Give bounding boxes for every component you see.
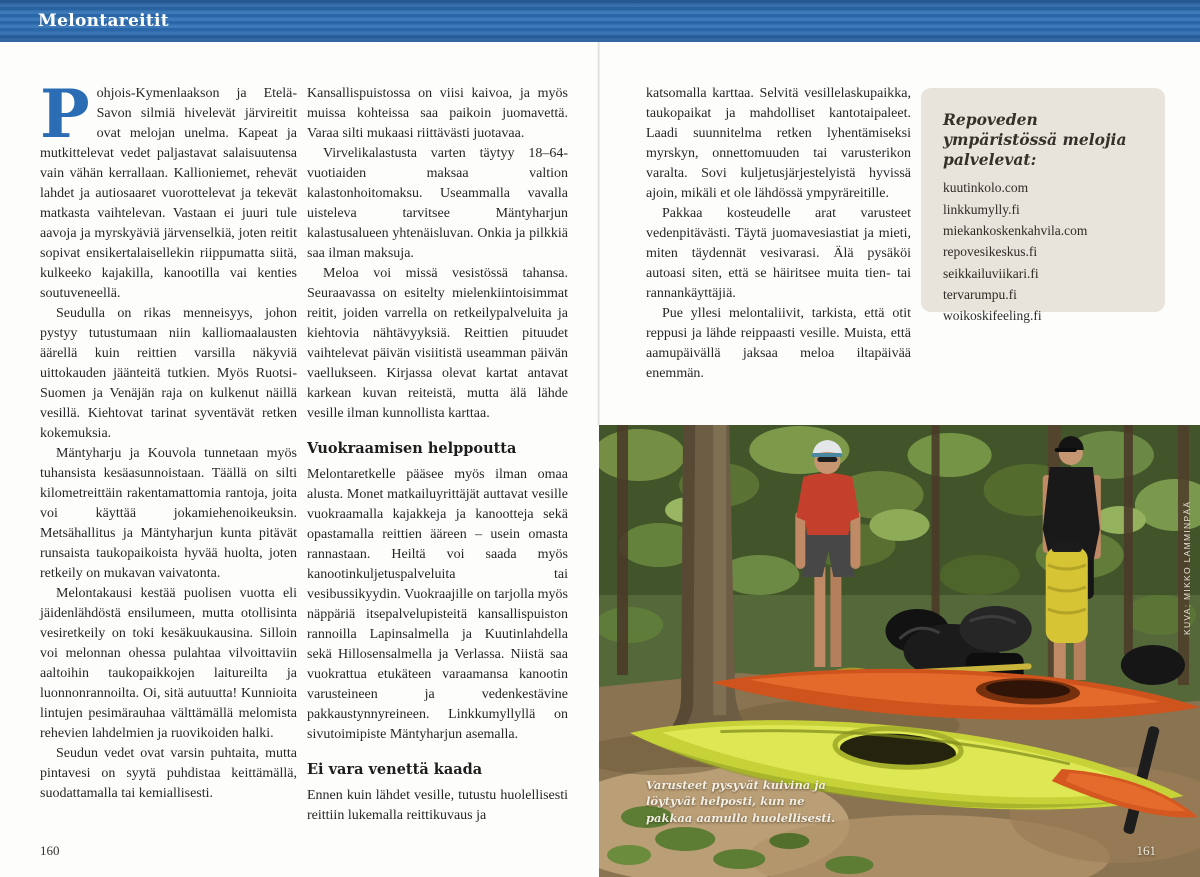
section-heading-preparation: Ei vara venettä kaada (307, 761, 483, 778)
left-page-column-2 (307, 84, 568, 826)
paragraph: Melontakausi kestää puolisen vuotta eli jäidenlähdöstä ensilumeen, mutta otollisinta vesiretkeily on toki kesäkuukausina. Silloin voi melonnan ohessa pulahtaa vilvoittaviin aaltoihin taukopaikkojen laitureilta ja luonnonrannoilta. Oi, sitä autuutta! Kunnioita lintujen pesimärauhaa välttämällä melomista rehevien lahdelmien ja ruovikoiden halki. (40, 586, 297, 741)
chapter-title: Melontareitit (38, 11, 169, 31)
paragraph-lead (40, 75, 297, 304)
paragraph: katsomalla karttaa. Selvitä vesillelaskupaikka, taukopaikat ja mahdolliset kantotaipaleet. Laadi suunnitelma retken lyhentämiseksi myrskyn, onnettomuuden tai varusterikon varalta. Sovi kuljetusjärjestelyistä hyvissä ajoin, mikäli et ole lähdössä ympyräreitille. (646, 86, 911, 201)
service-link: seikkailuviikari.fi (943, 265, 1039, 281)
paragraph: Melontaretkelle pääsee myös ilman omaa alusta. Monet matkailuyrittäjät auttavat vesille vuokraamalla kajakkeja ja kanootteja sekä opastamalla reittien ääreen – usein omasta rannastaan. Heiltä voi saada myös kanootinkuljetuspalveluita tai vesibussikyydin. Vuokraajille on tarjolla myös näppäriä itsepalvelupisteitä kansallispuiston rannoilla Lapinsalmella ja Kuutinlahdella sekä Hillosensalmella ja Verlassa. Niistä saa vuokrattua etukäteen varaamansa kanootin varusteineen ja vedenkestävine pakkaustynnyreineen. Linkkumyllyllä on sivutoimipiste Mäntyharjun asemalla. (307, 467, 568, 742)
service-link: woikoskifeeling.fi (943, 308, 1042, 324)
paragraph: Meloa voi missä vesistössä tahansa. Seuraavassa on esitelty mielenkiintoisimmat reitit, joiden varrella on retkeilypalveluita ja kiehtovia nähtävyyksiä. Reittien pituudet vaihtelevat päivän visiitistä useamman päivän vaellukseen. Kirjassa olevat kartat antavat karkean kuvan reiteistä, mutta älä lähde vesille ilman kunnollista karttaa. (307, 266, 568, 421)
paragraph: Pakkaa kosteudelle arat varusteet vedenpitävästi. Täytä juomavesiastiat ja mieti, miten täydennät vesivarasi. Älä pysäköi autoasi siten, että se häiritsee muita tien- tai rannankäyttäjiä. (646, 206, 911, 301)
section-heading-rental: Vuokraamisen helppoutta (307, 440, 517, 457)
paragraph: Ennen kuin lähdet vesille, tutustu huolellisesti reittiin lukemalla reittikuvaus ja (307, 788, 568, 823)
chapter-header-bar (0, 0, 1200, 42)
page-gutter (597, 42, 600, 425)
photo-caption: Varusteet pysyvät kuivina ja löytyvät helposti, kun ne pakkaa aamulla huolellisesti. (646, 778, 836, 825)
paragraph: Kansallispuistossa on viisi kaivoa, ja myös muissa kohteissa saa paikoin juomavettä. Varaa silti mukaasi riittävästi juotavaa. (307, 86, 568, 141)
page-number-left: 160 (40, 843, 60, 858)
right-page-column (646, 84, 911, 384)
photo-credit: KUVA: MIKKO LAMMINPÄÄ (1182, 500, 1192, 635)
paragraph: Seudulla on rikas menneisyys, johon pystyy tutustumaan niin kalliomaalausten äärellä kuin reittien varsilla näkyviä uittokauden jäänteitä tutkien. Myös Ruotsi-Suomen ja Venäjän raja on kulkenut näillä vesillä. Kiehtovat tarinat syventävät retken kokemuksia. (40, 306, 297, 441)
service-link: kuutinkolo.com (943, 180, 1029, 196)
paragraph: Pue yllesi melontaliivit, tarkista, että otit reppusi ja lähde reippaasti vesille. Muista, että aamupäivällä jaksaa meloa iltapäivää enemmän. (646, 306, 911, 381)
info-box-heading: Repoveden ympäristössä melojia palvelevat: (943, 110, 1127, 169)
kayak-photo (599, 425, 1200, 877)
service-link: miekankoskenkahvila.com (943, 223, 1088, 239)
service-link: linkkumylly.fi (943, 201, 1020, 217)
service-info-box (921, 88, 1165, 324)
left-page-column-1 (40, 75, 297, 804)
drop-cap: P (40, 75, 90, 153)
page-number-right: 161 (1136, 843, 1156, 858)
service-link: tervarumpu.fi (943, 287, 1017, 303)
paragraph: Mäntyharju ja Kouvola tunnetaan myös tuhansista kesäasunnoistaan. Täällä on silti kilometreittäin rakentamattomia rantoja, joita voi käyttää jokamiehenoikeuksin. Metsähallitus ja Mäntyharjun kunta pitävät runsaista taukopaikoista hyvää huolta, joten retkeily on mukavan vaivatonta. (40, 446, 297, 581)
paragraph: Seudun vedet ovat varsin puhtaita, mutta pintavesi on syytä puhdistaa keittämällä, suodattamalla tai kemiallisesti. (40, 746, 297, 801)
paragraph: Virvelikalastusta varten täytyy 18–64-vuotiaiden maksaa valtion kalastonhoitomaksu. Useammalla vavalla uisteleva tarvitsee Mäntyharjun kalastusalueen yhtenäisluvan. Onkia ja pilkkiä saa ilman maksuja. (307, 146, 568, 261)
paragraph-text: ohjois-Kymenlaakson ja Etelä-Savon silmiä hivelevät järvireitit ovat melojan unelma. Kapeat ja mutkittelevat vedet paljastavat salaisuutensa vain vähän kerrallaan. Kallioniemet, rehevät lahdet ja autiosaaret vuorottelevat ja tekevät matkasta vaihtelevan. Vastaan ei juuri tule aavoja ja myrskyäviä järvenselkiä, joten reitit sopivat ensikertalaisellekin riippumatta siitä, kulkeeko kajakilla, kanootilla vai kenties soutuveneellä. (40, 86, 297, 301)
service-link: repovesikeskus.fi (943, 244, 1038, 260)
